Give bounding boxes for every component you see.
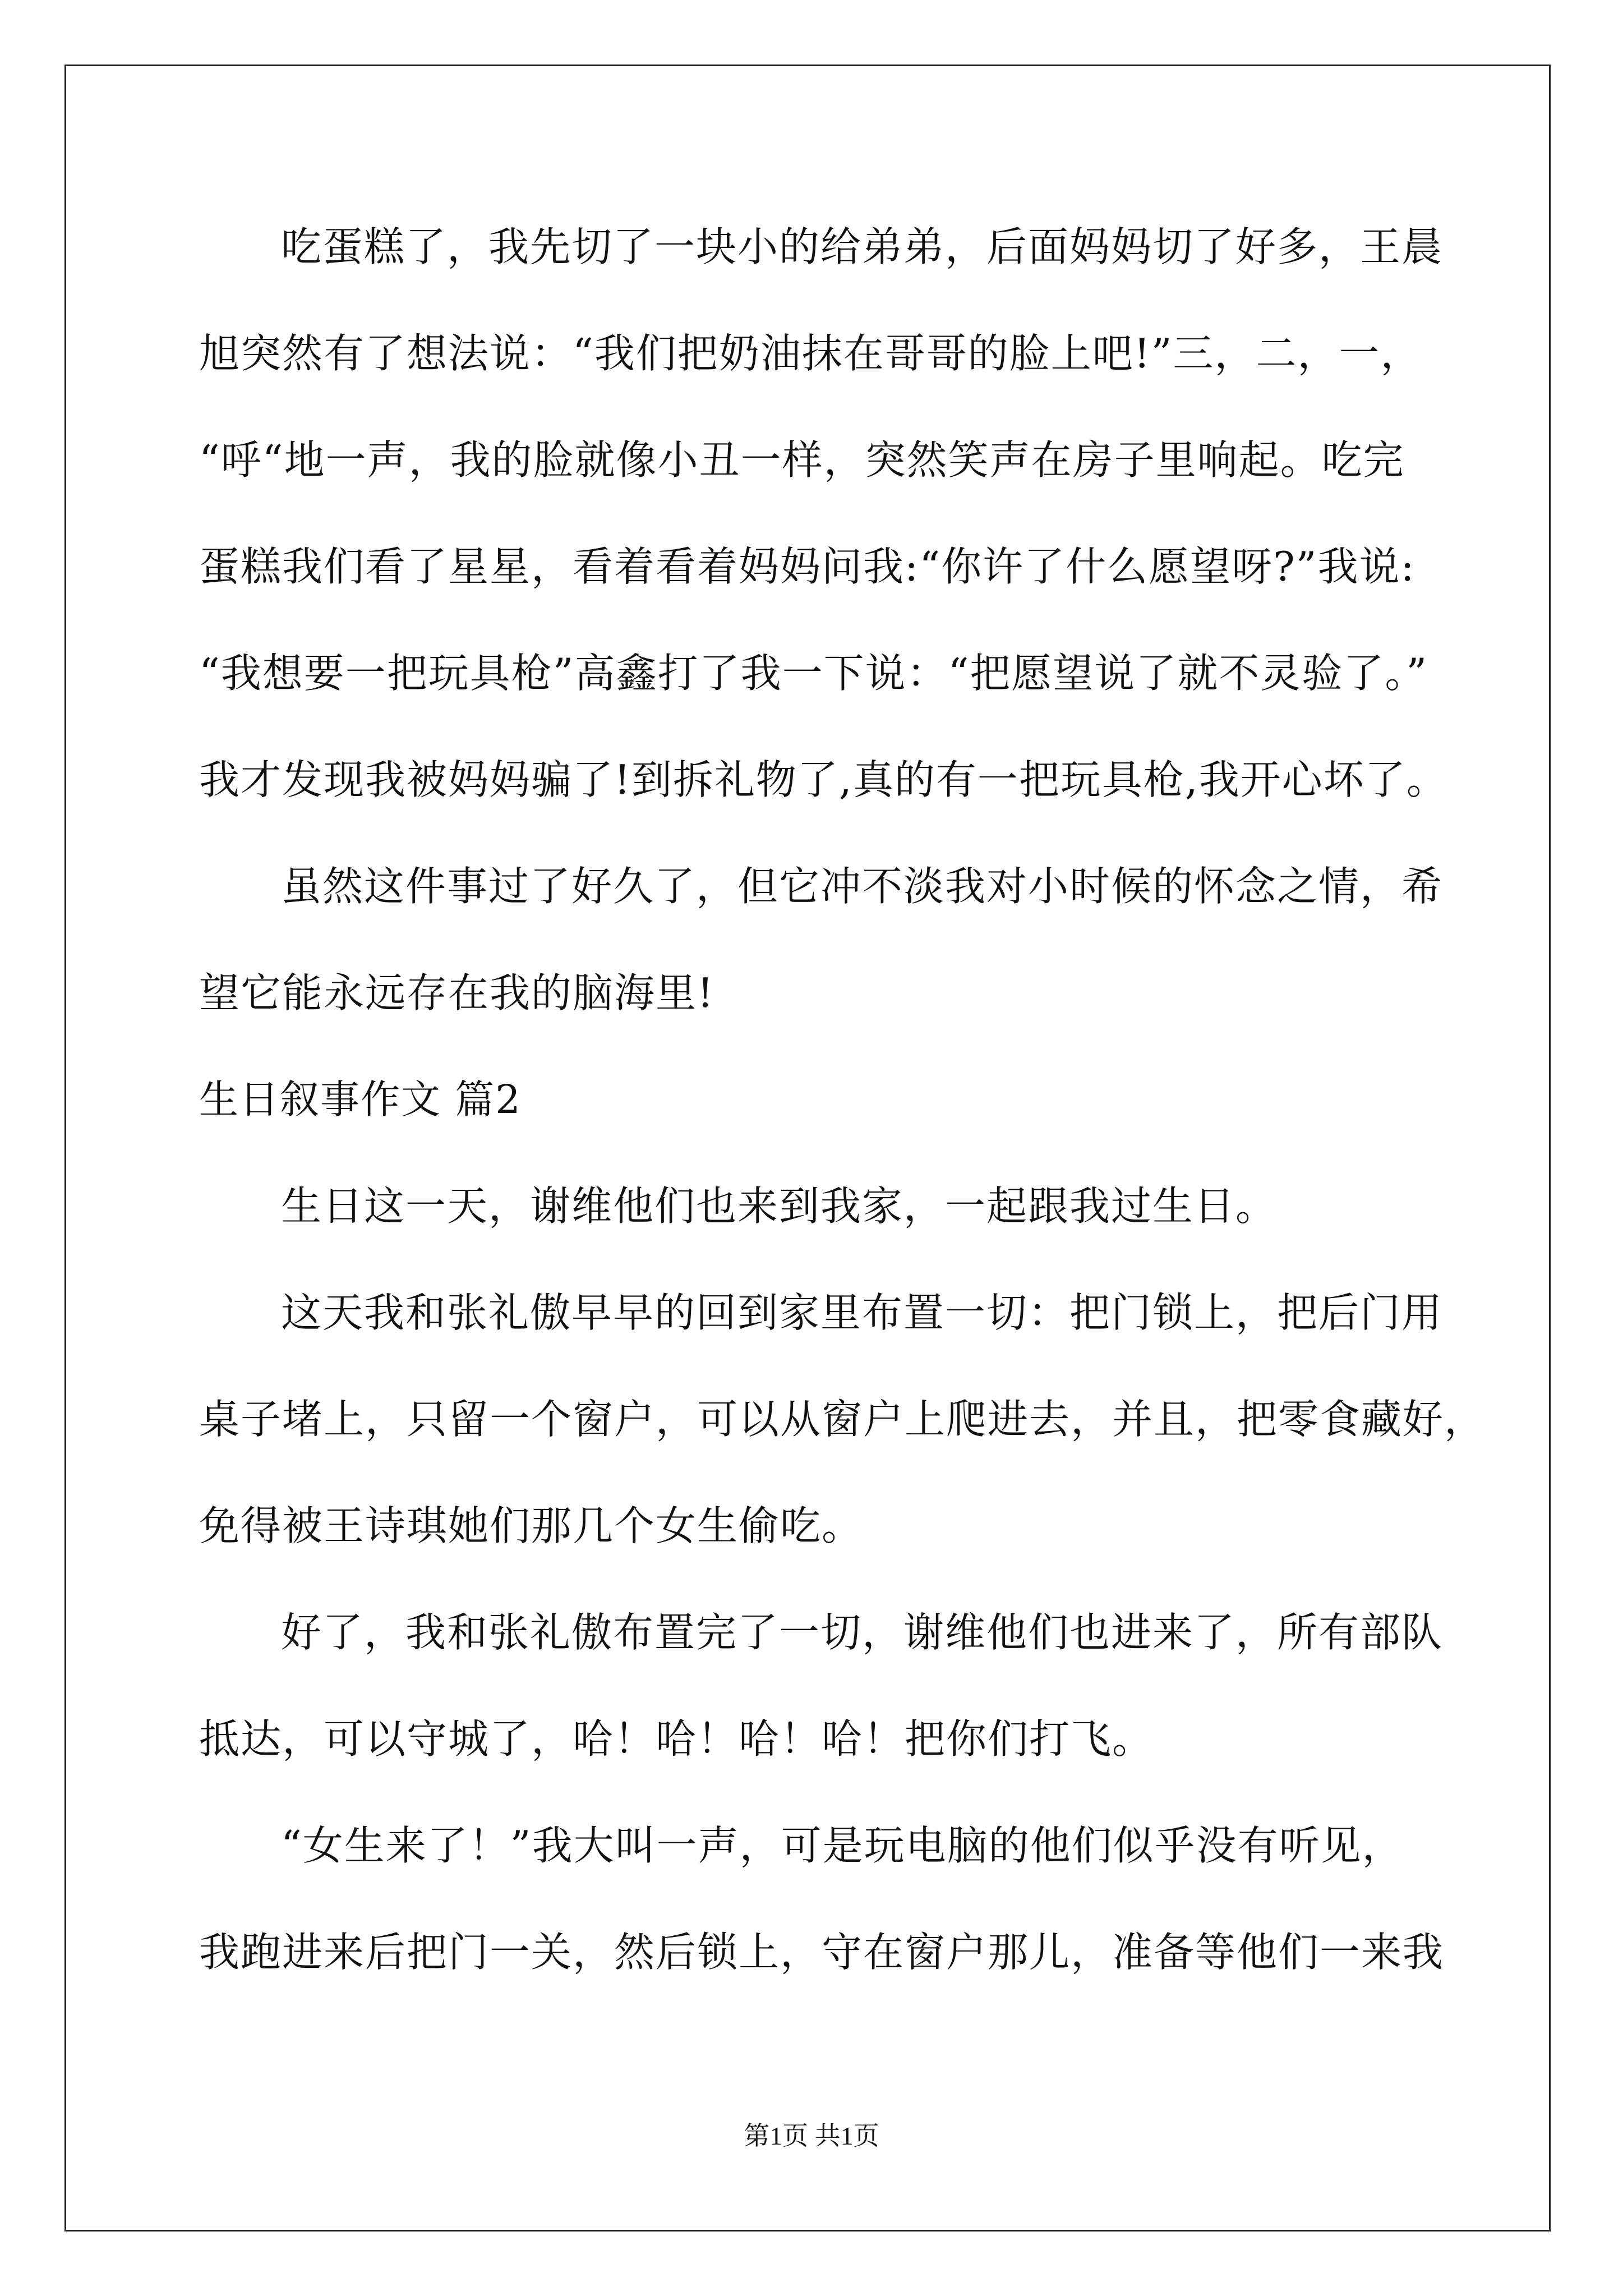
text-line: 桌子堵上，只留一个窗户，可以从窗户上爬进去，并且，把零食藏好， [199, 1396, 1486, 1443]
text-line: “女生来了！”我大叫一声，可是玩电脑的他们似乎没有听见， [281, 1822, 1404, 1869]
text-line: 我才发现我被妈妈骗了!到拆礼物了,真的有一把玩具枪,我开心坏了。 [199, 756, 1448, 803]
text-line: “我想要一把玩具枪”高鑫打了我一下说：“把愿望说了就不灵验了。” [199, 650, 1428, 697]
text-line: 旭突然有了想法说：“我们把奶油抹在哥哥的脸上吧!”三，二，一， [199, 330, 1422, 377]
text-line: 虽然这件事过了好久了，但它冲不淡我对小时候的怀念之情，希 [281, 863, 1444, 910]
text-line: “呼“地一声，我的脸就像小丑一样，突然笑声在房子里响起。吃完 [199, 436, 1405, 484]
text-line: 蛋糕我们看了星星，看着看着妈妈问我:“你许了什么愿望呀?”我说: [199, 543, 1415, 590]
text-line: 抵达，可以守城了，哈！哈！哈！哈！把你们打飞。 [199, 1715, 1154, 1763]
text-line: 望它能永远存在我的脑海里! [199, 969, 714, 1016]
document-body [199, 213, 1486, 2025]
page-number-footer: 第1页 共1页 [744, 2122, 879, 2150]
text-line: 我跑进来后把门一关，然后锁上，守在窗户那儿，准备等他们一来我 [199, 1929, 1445, 1976]
text-line: 这天我和张礼傲早早的回到家里布置一切：把门锁上，把后门用 [281, 1289, 1444, 1336]
text-line: 吃蛋糕了，我先切了一块小的给弟弟，后面妈妈切了好多，王晨 [281, 223, 1444, 270]
text-line: 免得被王诗琪她们那几个女生偷吃。 [199, 1502, 864, 1549]
section-heading: 生日叙事作文 篇2 [199, 1076, 522, 1122]
text-line: 生日这一天，谢维他们也来到我家，一起跟我过生日。 [281, 1182, 1278, 1230]
text-line: 好了，我和张礼傲布置完了一切，谢维他们也进来了，所有部队 [281, 1609, 1444, 1656]
